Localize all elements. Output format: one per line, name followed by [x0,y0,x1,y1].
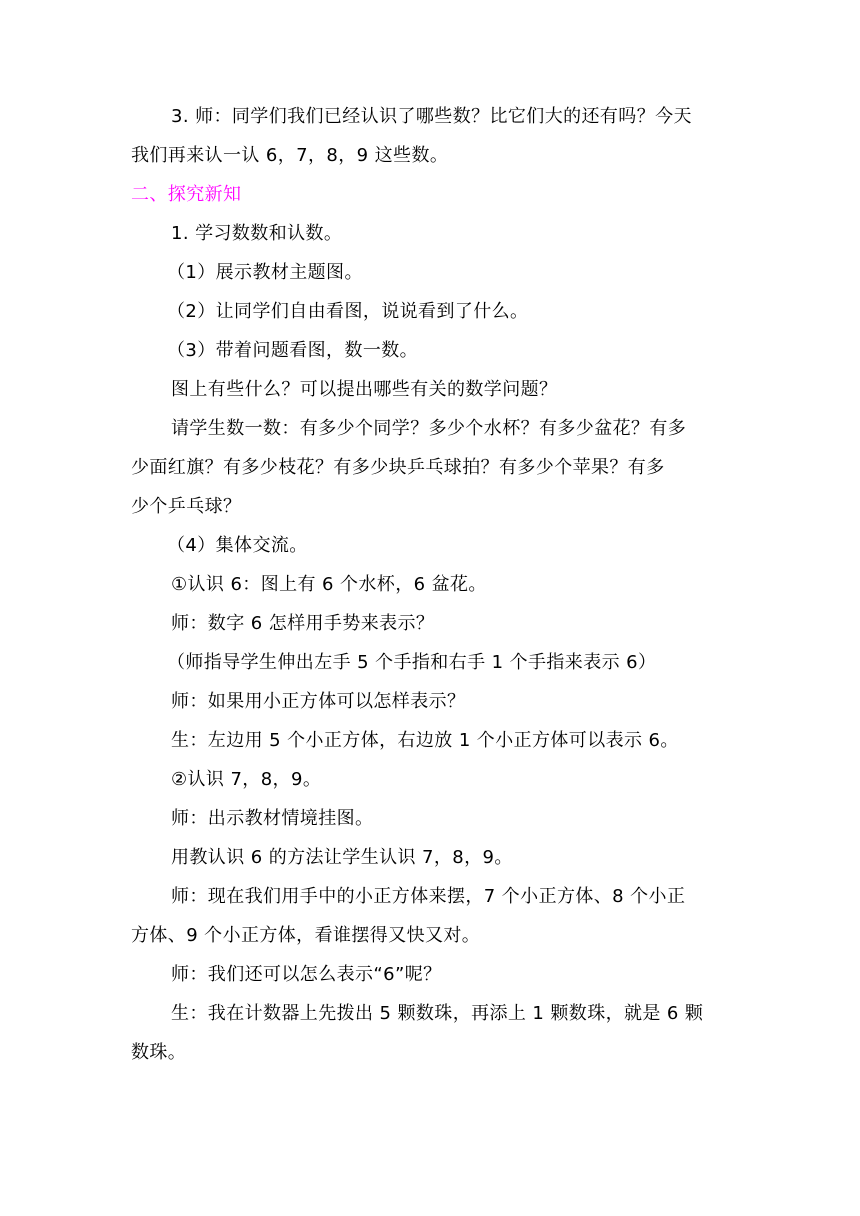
paragraph-line: （师指导学生伸出左手 5 个手指和右手 1 个手指来表示 6） [167,652,657,673]
paragraph-line: 师：如果用小正方体可以怎样表示？ [171,691,466,712]
paragraph-line: （4）集体交流。 [167,535,308,556]
paragraph-line: 师：现在我们用手中的小正方体来摆，7 个小正方体、8 个小正 [171,886,686,907]
paragraph-line: ①认识 6：图上有 6 个水杯，6 盆花。 [171,574,487,595]
paragraph-line: 数珠。 [131,1042,187,1063]
paragraph-line: 师：数字 6 怎样用手势来表示？ [171,613,435,634]
paragraph-line: 生：左边用 5 个小正方体，右边放 1 个小正方体可以表示 6。 [171,730,679,751]
document-body [131,97,731,1072]
paragraph-line: 1. 学习数数和认数。 [171,223,343,244]
paragraph-line: （2）让同学们自由看图，说说看到了什么。 [167,301,529,322]
paragraph-line: ②认识 7，8，9。 [171,769,322,790]
paragraph-line: 请学生数一数：有多少个同学？多少个水杯？有多少盆花？有多 [171,418,687,439]
paragraph-line: 生：我在计数器上先拨出 5 颗数珠，再添上 1 颗数珠，就是 6 颗 [171,1003,704,1024]
section-heading: 二、探究新知 [131,184,242,205]
paragraph-line: 少面红旗？有多少枝花？有多少块乒乓球拍？有多少个苹果？有多 [131,457,665,478]
paragraph-line: 方体、9 个小正方体，看谁摆得又快又对。 [131,925,481,946]
paragraph-line: （1）展示教材主题图。 [167,262,363,283]
paragraph-line: 少个乒乓球？ [131,496,242,517]
paragraph-line: （3）带着问题看图，数一数。 [167,340,419,361]
paragraph-line: 3. 师：同学们我们已经认识了哪些数？比它们大的还有吗？今天 [171,106,692,127]
paragraph-line: 图上有些什么？可以提出哪些有关的数学问题？ [171,379,558,400]
paragraph-line: 用教认识 6 的方法让学生认识 7，8，9。 [171,847,513,868]
paragraph-line: 我们再来认一认 6，7，8，9 这些数。 [131,145,449,166]
paragraph-line: 师：出示教材情境挂图。 [171,808,374,829]
paragraph-line: 师：我们还可以怎么表示“6”呢？ [171,964,442,985]
